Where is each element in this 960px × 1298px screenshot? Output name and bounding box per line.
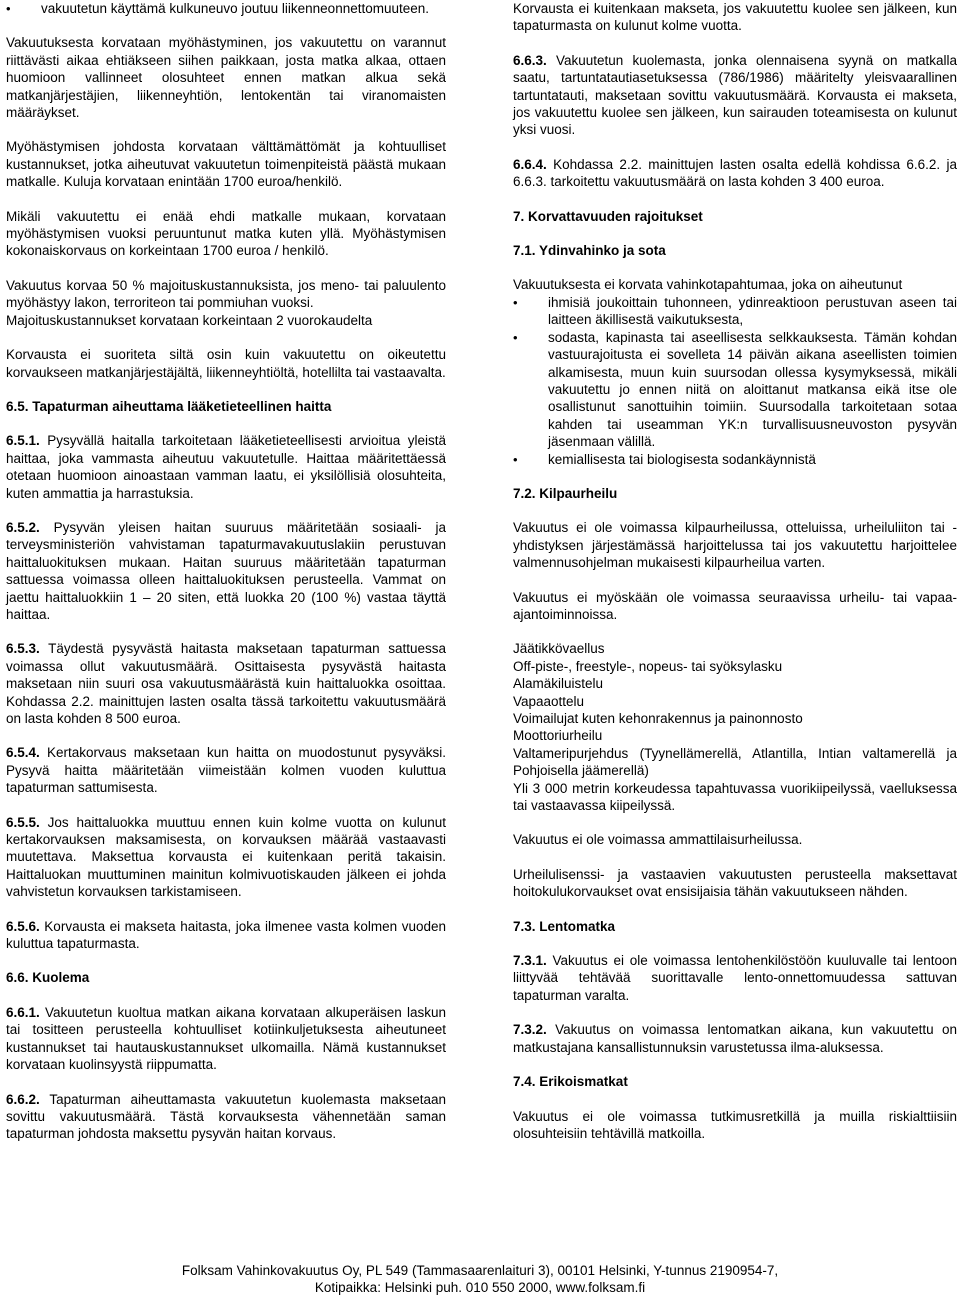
list-item: • sodasta, kapinasta tai aseellisesta selkkauksesta. Tämän kohdan vastuurajoitusta ei sovelleta 14 päivän aikana aseellisten toimien alkamisesta, muun kuin suursodan ollessa kysymyksessä, mikäli vakuutettu jo ennen niitä on aloittanut matkansa eikä itse ole osallistunut sanottuihin toimiin. Suursodalla tarkoitetaan sotaa kahden tai useamman YK:n turvallisuusneuvoston pysyvän jäsenmaan välillä.	[513, 329, 957, 450]
paragraph: Myöhästymisen johdosta korvataan välttämättömät ja kohtuulliset kustannukset, jotka aiheutuvat vakuutetun toimenpiteistä päästä mukaan matkalle. Kuluja korvataan enintään 1700 euroa/henkilö.	[6, 139, 446, 190]
section-heading-7-2: 7.2. Kilpaurheilu	[513, 485, 618, 501]
clause-6-5-2: 6.5.2. Pysyvän yleisen haitan suuruus määritetään sosiaali- ja terveysministeriön vahvistaman tapaturmavakuutuslakiin perustuvan haittaluokituksen mukaan. Haitan suuruus määritetään tapaturman sattuessa voimassa olleen haittaluokituksen perusteella. Vammat on jaettu haittaluokkiin 1 – 20 siten, että luokka 20 (100 %) vastaa täyttä haittaa.	[6, 519, 446, 622]
paragraph: Vakuutuksesta ei korvata vahinkotapahtumaa, joka on aiheutunut	[513, 277, 903, 293]
list-item: Yli 3 000 metrin korkeudessa tapahtuvassa vuorikiipeilyssä, vaelluksessa tai vastaavassa kiipeilyssä.	[513, 780, 957, 814]
paragraph: Vakuutuksesta korvataan myöhästyminen, jos vakuutettu on varannut riittävästi aikaa ehtiäkseen siihen paikkaan, josta matka alkaa, ottaen huomioon vallinneet olosuhteet ennen matkan alkua sekä matkanjärjestäjien, liikenneyhtiön, lentokentän tai viranomaisten määräykset.	[6, 35, 446, 121]
paragraph: Vakuutus korvaa 50 % majoituskustannuksista, jos meno- tai paluulento myöhästyy lakon, terroriteon tai pommiuhan vuoksi.	[6, 277, 446, 311]
bullet-list-top	[6, 0, 446, 17]
clause-6-6-4: 6.6.4. Kohdassa 2.2. mainittujen lasten osalta edellä kohdissa 6.6.2. ja 6.6.3. tarkoitettu vakuutusmäärä on lasta kohden 3 400 euroa.	[513, 156, 957, 190]
list-item: • kemiallisesta tai biologisesta sodankäynnistä	[513, 451, 816, 467]
paragraph: Vakuutus ei myöskään ole voimassa seuraavissa urheilu- tai vapaa-ajantoiminnoissa.	[513, 589, 957, 622]
right-column	[513, 0, 957, 1159]
list-item: Valtameripurjehdus (Tyynellämerellä, Atlantilla, Intian valtamerellä ja Pohjoisella jäämerellä)	[513, 745, 957, 779]
paragraph: Mikäli vakuutettu ei enää ehdi matkalle mukaan, korvataan myöhästymisen vuoksi peruuntunut matka kuten yllä. Myöhästymisen kokonaiskorvaus on korkeintaan 1700 euroa / henkilö.	[6, 208, 446, 259]
paragraph: Vakuutus ei ole voimassa kilpaurheilussa, otteluissa, urheiluliiton tai -yhdistyksen järjestämässä harjoittelussa tai jos vakuutettu harjoittelee valmennusohjelman mukaisesti kilpaurheilua varten.	[513, 520, 957, 571]
paragraph: Vakuutus ei ole voimassa tutkimusretkillä ja muilla riskialttiisiin olosuhteisiin tehtävillä matkoilla.	[513, 1108, 957, 1141]
footer-line: Folksam Vahinkovakuutus Oy, PL 549 (Tammasaarenlaiturі 3), 00101 Helsinki, Y-tunnus 2190954-7,	[181, 1263, 779, 1278]
paragraph: Majoituskustannukset korvataan korkeintaan 2 vuorokaudelta	[6, 312, 373, 328]
paragraph: Korvausta ei suoriteta siltä osin kuin vakuutettu on oikeutettu korvaukseen matkanjärjestäjältä, liikenneyhtiöltä, hotellilta tai vastaavalta.	[6, 347, 446, 380]
list-item: Voimailujat kuten kehonrakennus ja painonnosto	[513, 711, 803, 726]
list-item: • vakuutetun käyttämä kulkuneuvo joutuu liikenneonnettomuuteen.	[6, 1, 430, 16]
bullet-icon: •	[6, 1, 11, 16]
clause-6-6-2: 6.6.2. Tapaturman aiheuttamasta vakuutetun kuolemasta maksetaan sovittu vakuutusmäärä. Tästä korvauksesta vähennetään saman tapaturman johdosta maksettu pysyvän haitan korvaus.	[6, 1091, 446, 1142]
clause-7-3-1: 7.3.1. Vakuutus ei ole voimassa lentohenkilöstöön kuuluvalle tai lentoon liittyvää tehtävää suorittavalle lento-onnettomuudessa sattuvan tapaturman varalta.	[513, 953, 957, 1003]
clause-7-3-2: 7.3.2. Vakuutus on voimassa lentomatkan aikana, kun vakuutettu on matkustajana kansallistunnuksin varustetussa ilma-aluksessa.	[513, 1022, 957, 1055]
paragraph: Vakuutus ei ole voimassa ammattilaisurheilussa.	[513, 832, 803, 848]
clause-6-6-1: 6.6.1. Vakuutetun kuoltua matkan aikana korvataan alkuperäisen laskun tai tositteen perusteella kohtuulliset kotiinkuljetuksesta aiheutuneet kustannukset tai hautauskustannukset ulkomailla. Nämä kustannukset korvataan kuolinsyystä riippumatta.	[6, 1004, 446, 1073]
list-item: Off-piste-, freestyle-, nopeus- tai syöksylasku	[513, 658, 783, 674]
clause-6-5-4: 6.5.4. Kertakorvaus maksetaan kun haitta on muodostunut pysyväksi. Pysyvä haitta määritetään viimeistään kolmen vuoden kuluttua tapaturman sattumisesta.	[6, 745, 446, 796]
list-item: Alamäkiluistelu	[513, 676, 604, 692]
list-item: • ihmisiä joukoittain tuhonneen, ydinreaktioon perustuvan aseen tai laitteen äkillisestä vaikutuksesta,	[513, 294, 957, 328]
bullet-icon: •	[513, 329, 518, 345]
list-item: Jäätikkövaellus	[513, 641, 605, 657]
page-footer	[0, 1262, 960, 1297]
section-heading-6-6: 6.6. Kuolema	[6, 970, 90, 986]
clause-6-5-3: 6.5.3. Täydestä pysyvästä haitasta maksetaan tapaturman sattuessa voimassa ollut vakuutusmäärä. Osittaisesta pysyvästä haitasta maksetaan niin suuri osa vakuutusmäärästä kuin haittaluokka osoittaa. Kohdassa 2.2. mainittujen lasten osalta tässä tarkoitettu vakuutusmäärä on lasta kohden 8 500 euroa.	[6, 641, 446, 726]
bullet-icon: •	[513, 294, 518, 310]
activity-list	[513, 640, 957, 814]
exclusion-list	[513, 294, 957, 468]
bullet-icon: •	[513, 451, 518, 467]
section-heading-6-5: 6.5. Tapaturman aiheuttama lääketieteellinen haitta	[6, 398, 332, 414]
list-item: Vapaaottelu	[513, 693, 585, 709]
section-heading-7-3: 7.3. Lentomatka	[513, 918, 616, 934]
section-heading-7: 7. Korvattavuuden rajoitukset	[513, 208, 703, 224]
clause-6-5-6: 6.5.6. Korvausta ei makseta haitasta, joka ilmenee vasta kolmen vuoden kuluttua tapaturmasta.	[6, 918, 446, 952]
clause-6-6-3: 6.6.3. Vakuutetun kuolemasta, jonka olennaisena syynä on matkalla saatu, tartuntatautiasetuksessa (786/1986) määritelty yleisvaarallinen tartuntatauti, maksetaan sovittu vakuutusmäärä. Korvausta ei makseta, jos vakuutettu kuolee sen jälkeen, kun sairauden toteamisesta on kulunut yksi vuosi.	[513, 52, 957, 138]
paragraph: Urheilulisenssi- ja vastaavien vakuutusten perusteella maksettavat hoitokulukorvaukset ovat ensisijaisia tähän vakuutukseen nähden.	[513, 866, 957, 900]
paragraph: Korvausta ei kuitenkaan makseta, jos vakuutettu kuolee sen jälkeen, kun tapaturmasta on kulunut kolme vuotta.	[513, 1, 957, 34]
clause-6-5-5: 6.5.5. Jos haittaluokka muuttuu ennen kuin kolme vuotta on kulunut kertakorvauksen maksamisesta, on korvauksen määrää vastaavasti muutettava. Maksettua korvausta ei kuitenkaan peritä takaisin. Haittaluokan muuttuminen mainitun kolmivuotiskauden jälkeen ei johda vahvistetun korvauksen tarkistamiseen.	[6, 814, 446, 900]
section-heading-7-4: 7.4. Erikoismatkat	[513, 1074, 628, 1090]
left-column	[6, 0, 446, 1160]
footer-line: Kotipaikka: Helsinki puh. 010 550 2000, www.folksam.fi	[314, 1280, 646, 1296]
section-heading-7-1: 7.1. Ydinvahinko ja sota	[513, 243, 666, 259]
list-item: Moottoriurheilu	[513, 728, 603, 744]
clause-6-5-1: 6.5.1. Pysyvällä haitalla tarkoitetaan lääketieteellisesti arvioitua yleistä haittaa, joka vammasta aiheutuu vakuutetulle. Haittaa määritettäessä otetaan huomioon ainoastaan vamman laatu, ei yksilöllisiä olosuhteita, kuten ammattia ja harrastuksia.	[6, 433, 446, 501]
